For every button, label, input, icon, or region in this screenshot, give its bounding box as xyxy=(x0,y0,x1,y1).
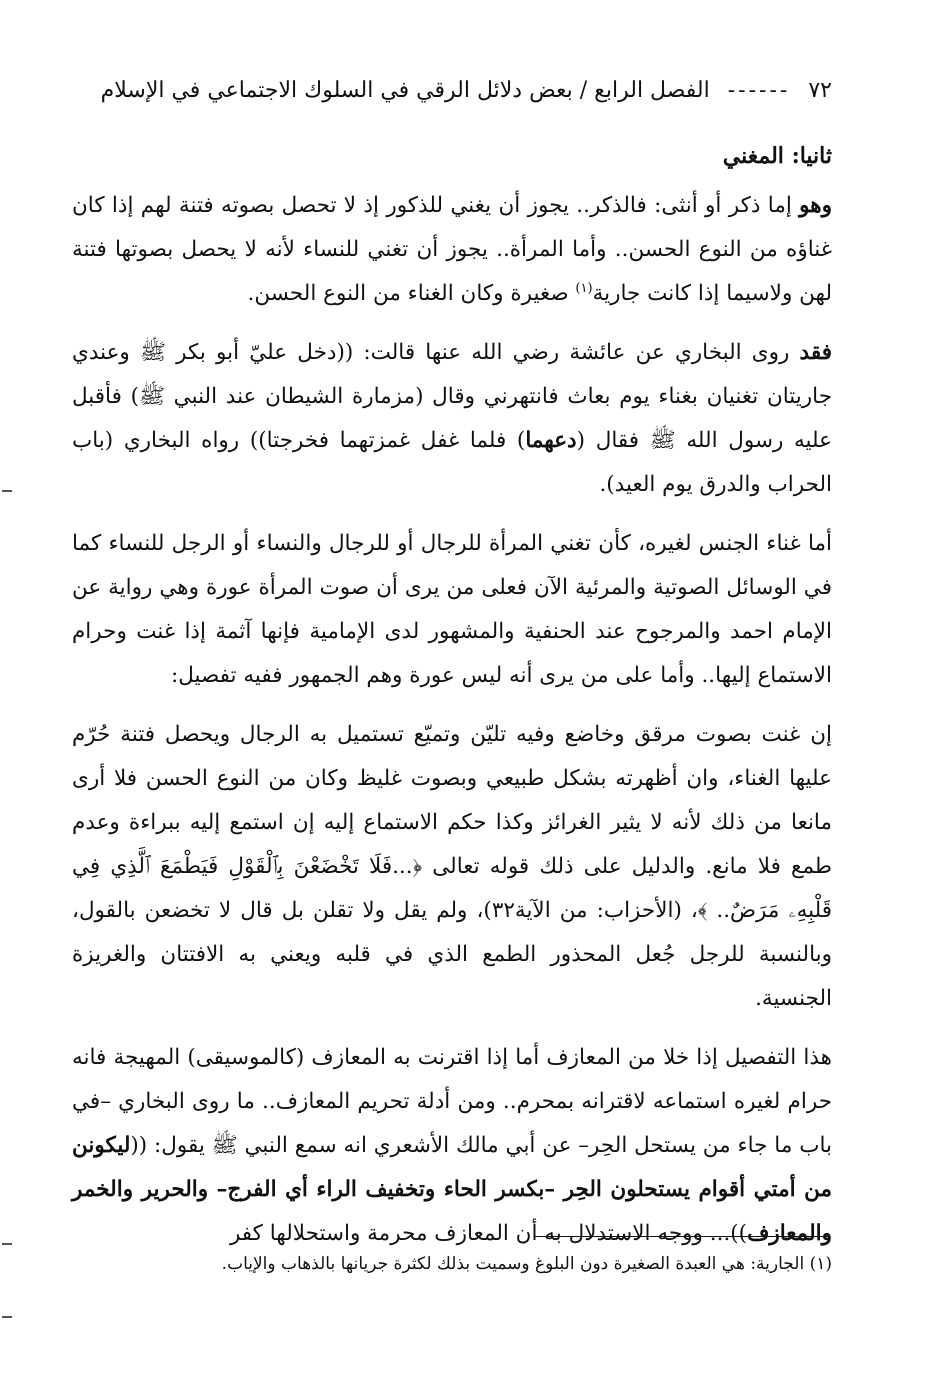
chapter-title: الفصل الرابع / بعض دلائل الرقي في السلوك الاجتماعي في الإسلام xyxy=(100,77,710,103)
paragraph-1-text: إما ذكر أو أنثى: فالذكر.. يجوز أن يغني للذكور إذ لا تحصل بصوته فتنة لهم إذا كان غناؤه من النوع الحسن.. وأما المرأة.. يجوز أن تغني للنساء لأنه لا يحصل بصوتها فتنة لهن ولاسيما إذا كانت جارية xyxy=(72,193,832,306)
paragraph-1 xyxy=(72,184,832,316)
scan-mark xyxy=(2,1243,12,1245)
page-number: ٧٢ xyxy=(808,77,832,103)
paragraph-1-tail: صغيرة وكان الغناء من النوع الحسن. xyxy=(247,281,576,306)
body-text xyxy=(72,134,832,1271)
paragraph-3: أما غناء الجنس لغيره، كأن تغني المرأة للرجال أو للرجال والنساء أو الرجل للنساء كما في الوسائل الصوتية والمرئية الآن فعلى من يرى أن صوت المرأة عورة وهي رواية عن الإمام احمد والمرجوح عند الحنفية والمشهور لدى الإمامية فإنها آثمة إذا غنت وحرام الاستماع إليها.. وأما على من يرى أنه ليس عورة وهم الجمهور ففيه تفصيل: xyxy=(72,531,832,688)
paragraph-5-text-b: ))... ووجه الاستدلال به أن المعازف محرمة واستحلالها كفر xyxy=(229,1221,748,1246)
footnote: (١) الجارية: هي العبدة الصغيرة دون البلوغ وسميت بذلك لكثرة جريانها بالذهاب والإياب. xyxy=(221,1254,832,1274)
paragraph-2-text-a: روى البخاري عن عائشة رضي الله عنها قالت: ((دخل عليّ أبو بكر ﷺ وعندي جاريتان تغنيان بغناء يوم بعاث فانتهرني وقال (مزمارة الشيطان عند النبي ﷺ) فأقبل عليه رسول الله ﷺ فقال ( xyxy=(72,340,832,453)
paragraph-1-lead: وهو xyxy=(799,193,832,218)
hadith-quote: ليكونن من أمتي أقوام يستحلون الحِر –بكسر الحاء وتخفيف الراء أي الفرج– والحرير والخمر والمعازف xyxy=(72,1133,832,1246)
paragraph-2-lead: فقد xyxy=(799,340,832,365)
scan-mark xyxy=(2,490,12,492)
section-heading: ثانيا: المغني xyxy=(722,143,832,169)
footnote-reference: (١) xyxy=(575,280,593,296)
footnote-separator xyxy=(535,1236,830,1237)
scan-mark xyxy=(2,1316,12,1318)
paragraph-2-text-b: ) فلما غفل غمزتهما فخرجتا)) رواه البخاري (باب الحراب والدرق يوم العيد). xyxy=(72,428,832,497)
paragraph-2 xyxy=(72,331,832,507)
header-dashes: ------ xyxy=(727,77,791,103)
running-header xyxy=(72,70,832,110)
paragraph-2-bold: دعهما xyxy=(525,428,577,453)
paragraph-5-text-a: هذا التفصيل إذا خلا من المعازف أما إذا اقترنت به المعازف (كالموسيقى) المهيجة فانه حرام لغيره استماعه لاقترانه بمحرم.. ومن أدلة تحريم المعازف.. ما روى البخاري –في باب ما جاء من يستحل الحِر– عن أبي مالك الأشعري انه سمع النبي ﷺ يقول: (( xyxy=(72,1045,832,1158)
paragraph-4: إن غنت بصوت مرقق وخاضع وفيه تليّن وتميّع تستميل به الرجال ويحصل فتنة حُرّم عليها الغناء، وان أظهرته بشكل طبيعي وبصوت غليظ وكان من النوع الحسن فلا أرى مانعا من ذلك لأنه لا يثير الغرائز وكذا حكم الاستماع إليه إن استمع إليه ببراءة وعدم طمع فلا مانع. والدليل على ذلك قوله تعالى ﴿...فَلَا تَخْضَعْنَ بِٱلْقَوْلِ فَيَطْمَعَ ٱلَّذِي فِي قَلْبِهِۦ مَرَضٌ.. ﴾، (الأحزاب: من الآية٣٢)، ولم يقل ولا تقلن بل قال لا تخضعن بالقول، وبالنسبة للرجل جُعل المحذور الطمع الذي في قلبه ويعني به الافتتان والغريزة الجنسية. xyxy=(72,722,833,1011)
paragraph-5 xyxy=(72,1036,832,1256)
